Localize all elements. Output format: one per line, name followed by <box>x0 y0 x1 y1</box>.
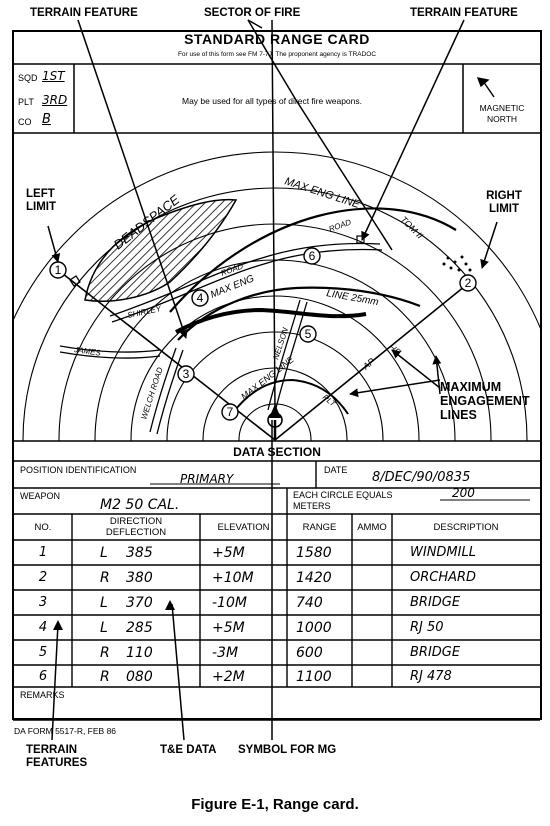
orchard-symbol <box>443 256 472 272</box>
weapon-label: WEAPON <box>20 491 61 501</box>
row-dir: L <box>100 545 108 561</box>
marker-3: 3 <box>182 367 190 381</box>
row-description: BRIDGE <box>410 595 461 610</box>
header-frame <box>13 64 540 133</box>
row-no: 6 <box>38 669 48 684</box>
position-value: PRIMARY <box>180 472 234 486</box>
label-welch-road: WELCH ROAD <box>139 366 165 421</box>
col-header-ammo: AMMO <box>357 522 387 533</box>
callout-right-limit: RIGHT LIMIT <box>486 190 522 215</box>
circle-value: 200 <box>452 486 475 500</box>
callout-symbol-for-mg: SYMBOL FOR MG <box>238 744 337 756</box>
row-elevation: -3M <box>212 645 239 661</box>
row-no: 1 <box>38 545 48 560</box>
col-header-range: RANGE <box>302 522 337 533</box>
row-elevation: -10M <box>212 595 247 611</box>
callout-terrain-feature-left: TERRAIN FEATURE <box>30 7 138 19</box>
mg-position-symbol <box>268 404 282 440</box>
row-deflection: 385 <box>126 545 153 561</box>
plt-value: 3RD <box>42 93 68 107</box>
label-he: HE <box>386 341 403 358</box>
form-title: STANDARD RANGE CARD <box>184 31 370 47</box>
row-deflection: 110 <box>126 645 153 661</box>
label-road-2: ROAD <box>219 261 245 278</box>
label-plt: PLT <box>320 392 338 409</box>
north-label-1: MAGNETIC <box>479 103 525 113</box>
row-range: 600 <box>296 645 323 661</box>
label-max-eng-line-bottom: MAX ENG LINE <box>239 354 296 402</box>
label-tom-ii: TOM II <box>398 214 425 241</box>
label-shirley: SHIRLEY <box>126 304 162 320</box>
row-dir: R <box>100 570 110 586</box>
row-deflection: 370 <box>126 595 153 611</box>
row-range: 1100 <box>296 669 332 685</box>
form-number: DA FORM 5517-R, FEB 86 <box>14 726 117 736</box>
data-section-title: DATA SECTION <box>233 445 321 459</box>
marker-4: 4 <box>196 291 204 305</box>
circle-label-1: EACH CIRCLE EQUALS <box>293 490 393 500</box>
river <box>176 310 366 332</box>
usage-note: May be used for all types of direct fire weapons. <box>181 96 362 106</box>
callout-terrain-features: TERRAIN FEATURES <box>26 744 88 769</box>
row-deflection: 380 <box>126 570 153 586</box>
row-description: WINDMILL <box>410 545 476 560</box>
row-dir: R <box>100 669 110 685</box>
row-elevation: +5M <box>212 620 245 636</box>
row-description: BRIDGE <box>410 645 461 660</box>
row-elevation: +5M <box>212 545 245 561</box>
sqd-value: 1ST <box>42 69 65 83</box>
label-ap: AP <box>360 356 377 372</box>
weapon-value: M2 50 CAL. <box>100 497 180 513</box>
row-no: 4 <box>38 620 48 635</box>
north-arrow-icon <box>478 78 494 97</box>
callout-sector-of-fire: SECTOR OF FIRE <box>204 7 301 19</box>
row-dir: L <box>100 595 108 611</box>
marker-6: 6 <box>308 249 316 263</box>
co-label: CO <box>18 117 32 127</box>
north-label-2: NORTH <box>486 114 518 124</box>
callout-terrain-feature-right: TERRAIN FEATURE <box>410 7 518 19</box>
col-header-description: DESCRIPTION <box>433 522 499 533</box>
col-header-direction: DIRECTION <box>109 516 163 527</box>
row-range: 740 <box>296 595 323 611</box>
col-header-deflection: DEFLECTION <box>105 527 167 538</box>
row-no: 5 <box>38 645 48 660</box>
marker-5: 5 <box>304 327 312 341</box>
sqd-label: SQD <box>18 73 38 83</box>
row-deflection: 080 <box>126 669 153 685</box>
label-max-eng-left: MAX ENG <box>209 273 256 301</box>
row-deflection: 285 <box>126 620 153 636</box>
row-no: 3 <box>38 595 48 610</box>
callout-te-data: T&E DATA <box>160 744 217 756</box>
remarks-label: REMARKS <box>20 690 65 700</box>
label-nelson: NELSON <box>271 326 291 361</box>
row-range: 1420 <box>296 570 332 586</box>
row-dir: L <box>100 620 108 636</box>
marker-2: 2 <box>464 276 472 290</box>
row-range: 1580 <box>296 545 332 561</box>
position-label: POSITION IDENTIFICATION <box>20 465 137 475</box>
col-header-no: NO. <box>34 522 52 533</box>
co-value: B <box>42 112 51 127</box>
label-line-25mm: LINE 25mm <box>325 288 380 309</box>
row-elevation: +2M <box>212 669 245 685</box>
label-road-1: ROAD <box>327 217 353 234</box>
figure-caption: Figure E-1, Range card. <box>191 796 359 813</box>
row-elevation: +10M <box>212 570 254 586</box>
row-description: RJ 478 <box>410 669 452 684</box>
marker-1: 1 <box>54 263 62 277</box>
callout-left-limit: LEFT LIMIT <box>26 188 57 213</box>
callout-max-eng-lines: MAXIMUM ENGAGEMENT LINES <box>440 380 530 422</box>
row-dir: R <box>100 645 110 661</box>
plt-label: PLT <box>18 97 34 107</box>
label-james: JAMES <box>73 345 102 358</box>
row-no: 2 <box>38 570 48 585</box>
row-range: 1000 <box>296 620 332 636</box>
row-description: ORCHARD <box>410 570 477 585</box>
marker-7: 7 <box>226 405 234 419</box>
circle-label-2: METERS <box>293 501 331 511</box>
date-label: DATE <box>324 465 348 475</box>
col-header-elevation: ELEVATION <box>217 522 270 533</box>
label-dead-space: DEADSPACE <box>110 191 183 253</box>
form-subtitle: For use of this form see FM 7-7J. The proponent agency is TRADOC <box>177 51 377 58</box>
label-max-eng-line-top: MAX ENG LINE <box>283 175 362 212</box>
row-description: RJ 50 <box>410 620 444 635</box>
date-value: 8/DEC/90/0835 <box>372 470 471 485</box>
